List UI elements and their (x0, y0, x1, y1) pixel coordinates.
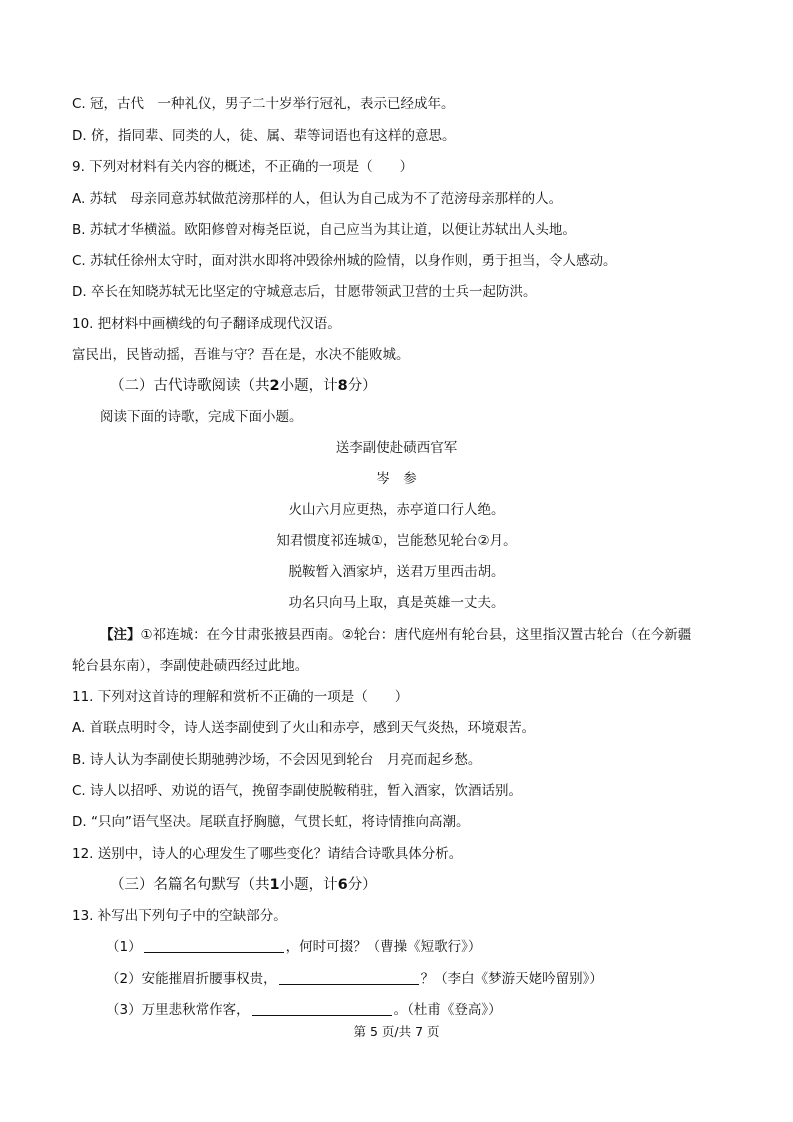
section-3-post: 分） (347, 877, 377, 893)
section-3-pre: （三）名篇名句默写（共 (110, 877, 270, 893)
fill-2-pre: 安能摧眉折腰事权贵， (141, 971, 277, 987)
question-12: 12. 送别中，诗人的心理发生了哪些变化？请结合诗歌具体分析。 (72, 846, 463, 862)
question-10: 10. 把材料中画横线的句子翻译成现代汉语。 (72, 316, 341, 332)
section-3-mid: 小题，计 (279, 877, 338, 893)
poem-line-3: 脱鞍暂入酒家垆，送君万里西击胡。 (288, 564, 505, 580)
option-c-line: C. 冠，古代 一种礼仪，男子二十岁举行冠礼，表示已经成年。 (72, 96, 455, 112)
section-3-heading (110, 876, 377, 894)
q11-option-a: A. 首联点明时令，诗人送李副使到了火山和赤亭，感到天气炎热，环境艰苦。 (72, 720, 536, 736)
section-2-pre: （二）古代诗歌阅读（共 (110, 378, 270, 394)
fill-2-blank[interactable] (279, 970, 419, 985)
note-line-2: 轮台县东南），李副使赴碛西经过此地。 (72, 658, 309, 674)
section-3-score: 6 (337, 877, 348, 893)
poem-line-2: 知君惯度祁连城①，岂能愁见轮台②月。 (276, 533, 517, 549)
section-2-count: 2 (269, 378, 280, 394)
q9-option-a: A. 苏轼 母亲同意苏轼做范滂那样的人，但认为自己成为不了范滂母亲那样的人。 (72, 191, 563, 207)
question-9: 9. 下列对材料有关内容的概述，不正确的一项是（ ） (72, 159, 414, 175)
q11-option-d: D. “只向”语气坚决。尾联直抒胸臆，气贯长虹，将诗情推向高潮。 (72, 814, 470, 830)
fill-3-blank[interactable] (252, 1001, 392, 1016)
section-2-score: 8 (337, 378, 348, 394)
fill-1-post: ，何时可掇？（曹操《短歌行》） (285, 939, 482, 955)
poem-line-4: 功名只向马上取，真是英雄一丈夫。 (288, 595, 505, 611)
fill-2-num: （2） (106, 971, 142, 987)
note-label: 【注】 (100, 627, 141, 643)
section-2-heading (110, 377, 377, 395)
fill-item-1 (106, 938, 481, 956)
q10-sentence: 富民出，民皆动摇，吾谁与守？吾在是，水决不能败城。 (72, 347, 410, 363)
q9-option-c: C. 苏轼任徐州太守时，面对洪水即将冲毁徐州城的险情，以身作则，勇于担当，令人感动。 (72, 253, 617, 269)
fill-3-pre: 万里悲秋常作客， (141, 1002, 250, 1018)
fill-item-2 (106, 970, 603, 988)
fill-item-3 (106, 1001, 502, 1019)
poem-author: 岑 参 (376, 471, 417, 487)
page-footer: 第 5 页/共 7 页 (353, 1024, 440, 1039)
poem-line-1: 火山六月应更热，赤亭道口行人绝。 (288, 502, 505, 518)
poem-intro: 阅读下面的诗歌，完成下面小题。 (100, 409, 303, 425)
fill-3-post: 。（杜甫《登高》） (393, 1002, 502, 1018)
q11-option-b: B. 诗人认为李副使长期驰骋沙场，不会因见到轮台 月亮而起乡愁。 (72, 752, 482, 768)
fill-1-num: （1） (106, 939, 142, 955)
q11-option-c: C. 诗人以招呼、劝说的语气，挽留李副使脱鞍稍驻，暂入酒家，饮酒话别。 (72, 783, 523, 799)
fill-1-blank[interactable] (144, 938, 284, 953)
fill-3-num: （3） (106, 1002, 142, 1018)
q9-option-d: D. 卒长在知晓苏轼无比坚定的守城意志后，甘愿带领武卫营的士兵一起防洪。 (72, 284, 537, 300)
fill-2-post: ？（李白《梦游天姥吟留别》） (420, 971, 603, 987)
note-line-1 (100, 626, 691, 644)
option-d-line: D. 侪，指同辈、同类的人，徒、属、辈等词语也有这样的意思。 (72, 128, 456, 144)
section-3-count: 1 (269, 877, 280, 893)
poem-title: 送李副使赴碛西官军 (335, 440, 458, 456)
q9-option-b: B. 苏轼才华横溢。欧阳修曾对梅尧臣说，自己应当为其让道，以便让苏轼出人头地。 (72, 222, 576, 238)
section-2-mid: 小题，计 (279, 378, 338, 394)
note-text-1: ①祁连城：在今甘肃张掖县西南。②轮台：唐代庭州有轮台县，这里指汉置古轮台（在今新疆 (140, 627, 692, 643)
section-2-post: 分） (347, 378, 377, 394)
question-13: 13. 补写出下列句子中的空缺部分。 (72, 908, 287, 924)
question-11: 11. 下列对这首诗的理解和赏析不正确的一项是（ ） (72, 689, 409, 705)
